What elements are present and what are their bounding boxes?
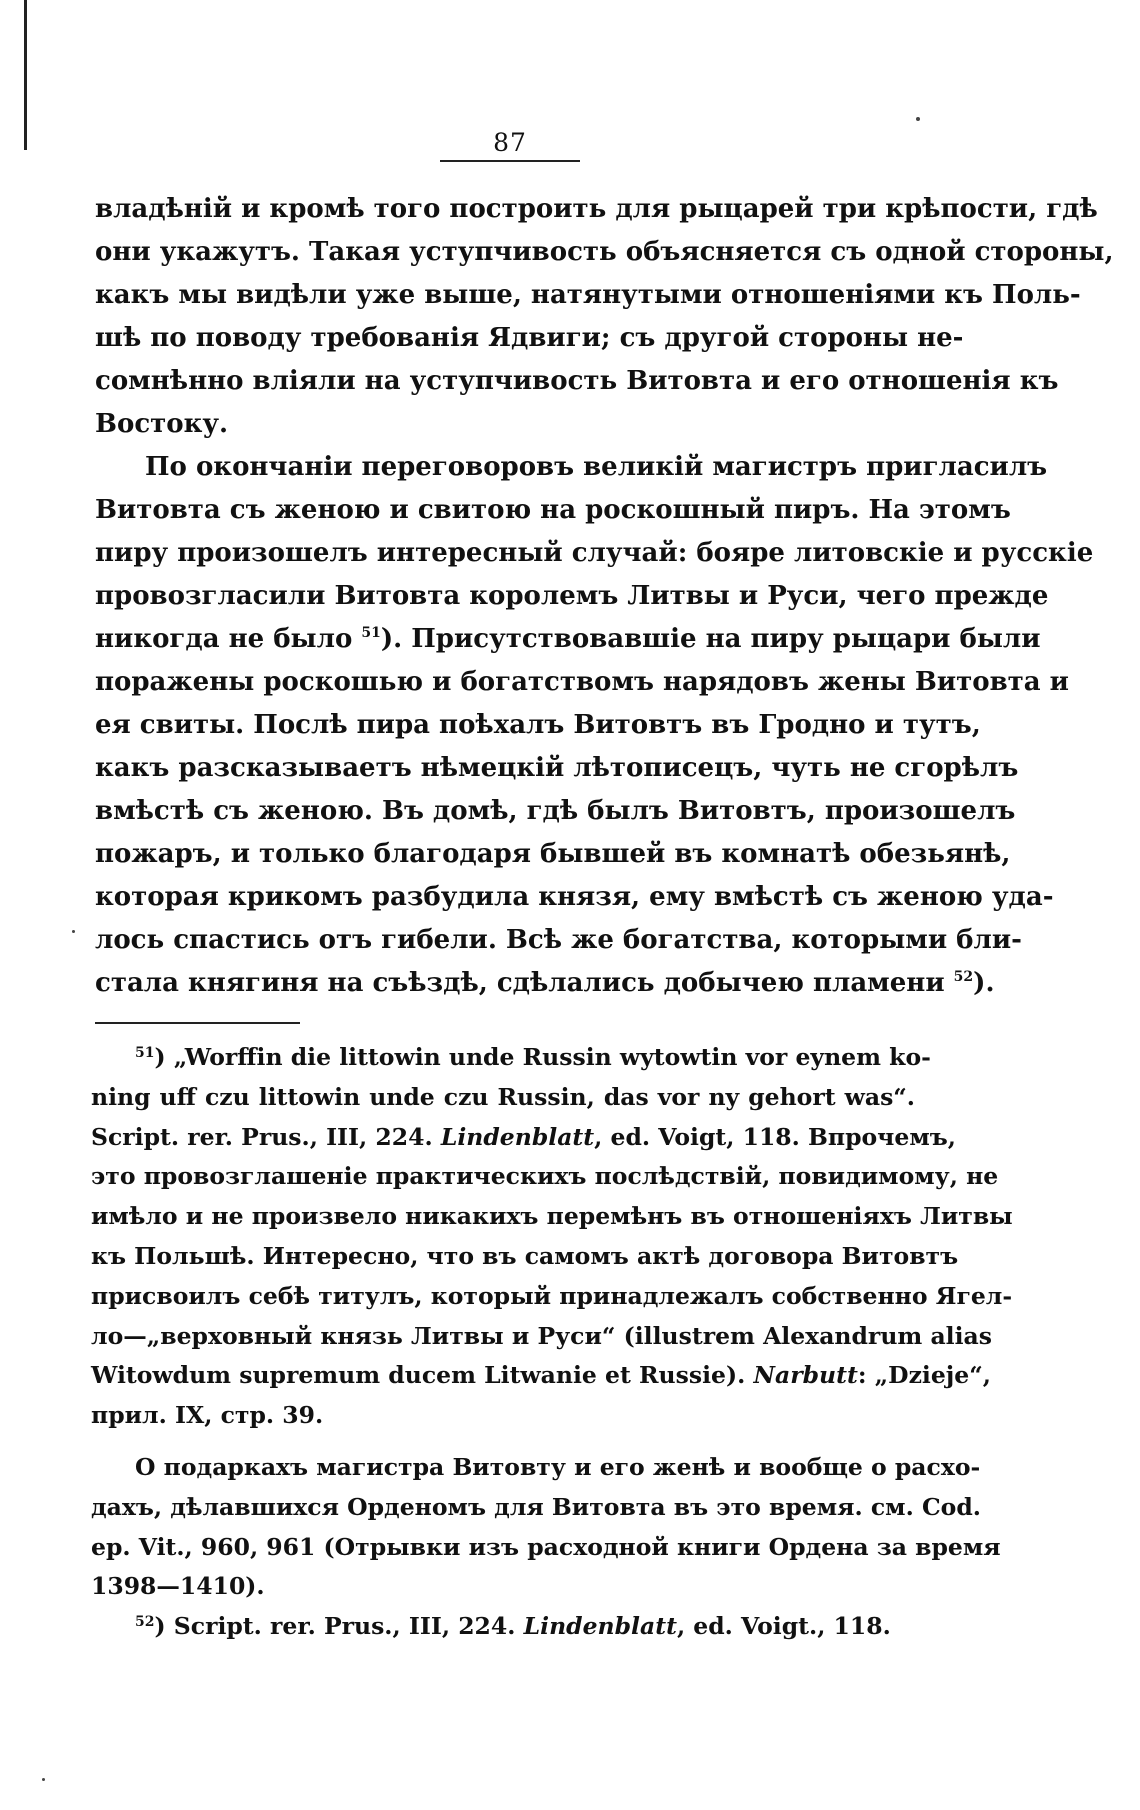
footnote-line	[91, 1356, 991, 1396]
text-line: пиру произошелъ интересный случай: бояре литовскіе и русскіе	[95, 538, 1094, 568]
footnote-separator	[95, 1022, 300, 1024]
text-line: поражены роскошью и богатствомъ нарядовъ жены Витовта и	[95, 667, 1069, 697]
author-italic: Lindenblatt	[523, 1612, 677, 1641]
text-line: которая крикомъ разбудила князя, ему вмѣстѣ съ женою уда-	[95, 882, 1054, 912]
footnote-marker-51: 51	[135, 1045, 155, 1061]
footnote-line: имѣло и не произвело никакихъ перемѣнъ въ отношеніяхъ Литвы	[91, 1202, 1013, 1231]
footnote-ref-52[interactable]: 52	[953, 969, 974, 985]
text-fragment: ). Присутствовавшіе на пиру рыцари были	[380, 624, 1041, 654]
text-fragment: ) Script. rer. Prus., III, 224.	[154, 1612, 516, 1641]
footnote-ref-51[interactable]: 51	[361, 625, 381, 641]
text-fragment: Witowdum supremum ducem Litwanie et Russie).	[91, 1361, 746, 1390]
scan-speck	[72, 930, 75, 933]
scan-edge-line	[24, 0, 27, 150]
page-number: 87	[493, 128, 527, 157]
text-line: сомнѣнно вліяли на уступчивость Витовта и его отношенія къ	[95, 366, 1059, 396]
footnote-line: это провозглашеніе практическихъ послѣдствій, повидимому, не	[91, 1162, 999, 1191]
scan-speck	[42, 1778, 45, 1781]
text-fragment: Script. rer. Prus., III, 224.	[91, 1122, 433, 1151]
page-number-rule	[440, 160, 580, 162]
text-line: шѣ по поводу требованія Ядвиги; съ другой стороны не-	[95, 323, 964, 353]
text-line: какъ мы видѣли уже выше, натянутыми отношеніями къ Поль-	[95, 280, 1081, 310]
text-fragment: никогда не было	[95, 624, 353, 654]
text-fragment: , ed. Voigt, 118. Впрочемъ,	[594, 1122, 956, 1151]
text-line-with-ref-52	[95, 962, 995, 1005]
author-italic: Narbutt	[753, 1361, 858, 1390]
text-line: лось спастись отъ гибели. Всѣ же богатства, которыми бли-	[95, 925, 1022, 955]
text-fragment: ).	[973, 968, 995, 998]
footnote-line: ло—„верховный князь Литвы и Руси“ (illustrem Alexandrum alias	[91, 1321, 992, 1350]
text-fragment: : „Dzieje“,	[857, 1361, 991, 1390]
text-line: вмѣстѣ съ женою. Въ домѣ, гдѣ былъ Витовтъ, произошелъ	[95, 796, 1016, 826]
footnote-line: дахъ, дѣлавшихся Орденомъ для Витовта въ это время. см. Cod.	[91, 1492, 981, 1521]
footnote-line: ning uff czu littowin unde czu Russin, das vor ny gehort was“.	[91, 1082, 915, 1111]
footnote-marker-52: 52	[135, 1614, 155, 1631]
text-fragment: ) „Worffin die littowin unde Russin wytowtin vor eynem ko-	[154, 1043, 931, 1071]
text-line: какъ разсказываетъ нѣмецкій лѣтописецъ, чуть не сгорѣлъ	[95, 753, 1019, 783]
footnote-line: 1398—1410).	[91, 1572, 265, 1601]
author-italic: Lindenblatt	[440, 1122, 595, 1151]
footnote-line: прил. IX, стр. 39.	[91, 1401, 324, 1430]
text-line: По окончаніи переговоровъ великій магистръ пригласилъ	[145, 452, 1048, 482]
text-line: ея свиты. Послѣ пира поѣхалъ Витовтъ въ Гродно и тутъ,	[95, 710, 981, 740]
scan-speck	[916, 117, 920, 121]
text-line: они укажутъ. Такая уступчивость объясняется съ одной стороны,	[95, 237, 1114, 267]
text-fragment: стала княгиня на съѣздѣ, сдѣлались добычею пламени	[95, 968, 945, 998]
footnote-51-line	[91, 1038, 931, 1078]
text-line: Витовта съ женою и свитою на роскошный пиръ. На этомъ	[95, 495, 1011, 525]
text-line: провозгласили Витовта королемъ Литвы и Руси, чего прежде	[95, 581, 1049, 611]
footnote-line: присвоилъ себѣ титулъ, который принадлежалъ собственно Ягел-	[91, 1281, 1013, 1310]
text-line: пожаръ, и только благодаря бывшей въ комнатѣ обезьянѣ,	[95, 839, 1011, 869]
footnotes	[91, 1038, 1013, 1647]
text-line: Востоку.	[95, 409, 229, 439]
footnote-line: ep. Vit., 960, 961 (Отрывки изъ расходной книги Ордена за время	[91, 1532, 1001, 1561]
text-line-with-ref-51	[95, 618, 1041, 661]
text-fragment: , ed. Voigt., 118.	[676, 1612, 891, 1641]
main-text	[95, 188, 1114, 1005]
footnote-52-line	[91, 1607, 915, 1647]
footnote-line: О подаркахъ магистра Витовту и его женѣ и вообще о расхо-	[135, 1452, 981, 1481]
footnote-line: къ Польшѣ. Интересно, что въ самомъ актѣ договора Витовтъ	[91, 1241, 959, 1270]
text-line: владѣній и кромѣ того построить для рыцарей три крѣпости, гдѣ	[95, 194, 1098, 224]
footnote-line	[91, 1118, 956, 1158]
